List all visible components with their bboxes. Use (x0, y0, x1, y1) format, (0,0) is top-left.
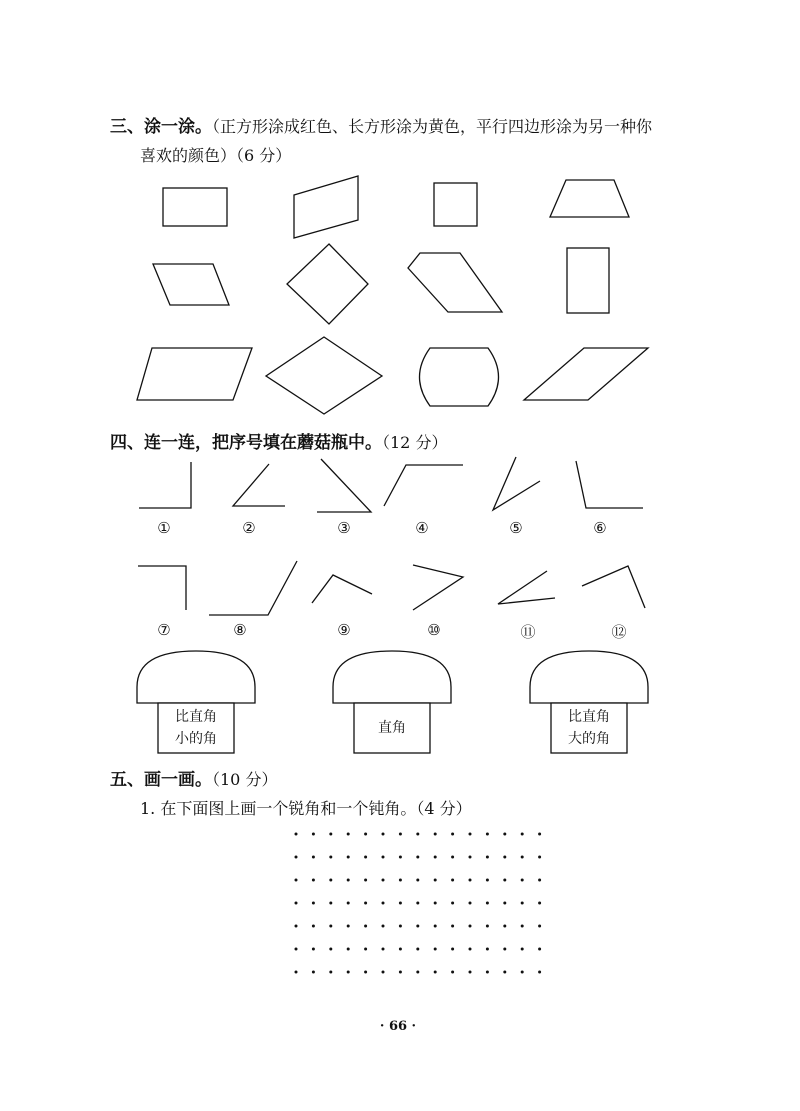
grid-dot (399, 948, 402, 951)
grid-dot (521, 856, 524, 859)
grid-dot (503, 856, 506, 859)
grid-dot (295, 902, 298, 905)
grid-dot (538, 971, 541, 974)
grid-dot (503, 925, 506, 928)
angle-6 (576, 461, 643, 508)
grid-dot (434, 833, 437, 836)
shape-8-rectangle (567, 248, 609, 313)
grid-dot (538, 833, 541, 836)
grid-dot (399, 856, 402, 859)
grid-dot (521, 833, 524, 836)
grid-dot (416, 902, 419, 905)
grid-dot (295, 971, 298, 974)
grid-dot (469, 856, 472, 859)
grid-dot (399, 879, 402, 882)
grid-dot (538, 856, 541, 859)
angle-label-2: ② (242, 519, 256, 537)
angle-5 (493, 457, 540, 510)
grid-dot (503, 948, 506, 951)
grid-dot (486, 948, 489, 951)
grid-dot (469, 948, 472, 951)
angle-label-10: ⑩ (427, 621, 441, 639)
shape-11-curved-figure (420, 348, 499, 406)
shape-6-square-rotated (287, 244, 368, 324)
grid-dot (538, 925, 541, 928)
grid-dot (521, 925, 524, 928)
grid-dot (312, 971, 315, 974)
grid-dot (486, 856, 489, 859)
grid-dot (329, 879, 332, 882)
angle-label-5: ⑤ (509, 519, 523, 537)
grid-dot (312, 948, 315, 951)
grid-dot (364, 902, 367, 905)
grid-dot (329, 948, 332, 951)
grid-dot (434, 879, 437, 882)
grid-dot (347, 925, 350, 928)
grid-dot (329, 833, 332, 836)
mushroom-1-label: 比直角 小的角 (175, 709, 217, 747)
grid-dot (434, 948, 437, 951)
shape-10-rhombus (266, 337, 382, 414)
grid-dot (382, 971, 385, 974)
grid-dot (451, 925, 454, 928)
shape-9-parallelogram (137, 348, 252, 400)
grid-dot (486, 879, 489, 882)
grid-dot (312, 856, 315, 859)
grid-dot (399, 833, 402, 836)
grid-dot (503, 902, 506, 905)
shape-2-parallelogram (294, 176, 358, 238)
grid-dot (382, 925, 385, 928)
grid-dot (382, 902, 385, 905)
grid-dot (347, 833, 350, 836)
angle-7 (138, 566, 186, 610)
grid-dot (312, 902, 315, 905)
grid-dot (347, 971, 350, 974)
grid-dot (364, 833, 367, 836)
grid-dot (416, 856, 419, 859)
angle-1 (139, 462, 191, 508)
grid-dot (521, 902, 524, 905)
grid-dot (364, 879, 367, 882)
grid-dot (347, 879, 350, 882)
angle-label-7: ⑦ (157, 621, 171, 639)
angle-label-6: ⑥ (593, 519, 607, 537)
shape-12-parallelogram (524, 348, 648, 400)
grid-dot (434, 902, 437, 905)
grid-dot (295, 856, 298, 859)
grid-dot (347, 902, 350, 905)
angle-3 (317, 459, 371, 512)
section3-title: 三、涂一涂。 (110, 117, 212, 137)
grid-dot (503, 971, 506, 974)
shape-7-pentagon (408, 253, 502, 312)
angle-12 (582, 566, 645, 608)
grid-dot (347, 948, 350, 951)
grid-dot (521, 971, 524, 974)
grid-dot (295, 925, 298, 928)
angle-2 (233, 464, 285, 506)
grid-dot (451, 833, 454, 836)
grid-dot (469, 971, 472, 974)
mushroom-1-cap (137, 651, 255, 703)
grid-dot (486, 833, 489, 836)
angle-10 (413, 565, 463, 610)
grid-dot (434, 925, 437, 928)
grid-dot (364, 948, 367, 951)
angle-label-12: ⑫ (611, 623, 627, 641)
mushroom-3-cap (530, 651, 648, 703)
grid-dot (382, 879, 385, 882)
grid-dot (347, 856, 350, 859)
grid-dot (329, 856, 332, 859)
grid-dot (486, 902, 489, 905)
grid-dot (295, 948, 298, 951)
grid-dot (312, 925, 315, 928)
section3-instruction: （正方形涂成红色、长方形涂为黄色，平行四边形涂为另一种你 (212, 117, 653, 136)
grid-dot (451, 879, 454, 882)
grid-dot (329, 902, 332, 905)
angle-label-1: ① (157, 519, 171, 537)
grid-dot (312, 833, 315, 836)
grid-dot (451, 856, 454, 859)
grid-dot (295, 833, 298, 836)
mushroom-3-label: 比直角 大的角 (568, 709, 610, 747)
section5-heading (110, 765, 277, 790)
grid-dot (451, 948, 454, 951)
section5-title: 五、画一画。 (110, 770, 212, 790)
shape-4-trapezoid (550, 180, 629, 217)
angle-label-8: ⑧ (233, 621, 247, 639)
page-number: · 66 · (379, 1019, 417, 1034)
grid-dot (399, 902, 402, 905)
mushroom-2-cap (333, 651, 451, 703)
grid-dot (503, 879, 506, 882)
angle-4 (384, 465, 463, 506)
grid-dot (486, 925, 489, 928)
dot-grid (295, 833, 542, 974)
section4-points: （12 分） (382, 433, 448, 452)
grid-dot (295, 879, 298, 882)
shape-3-square (434, 183, 477, 226)
grid-dot (382, 856, 385, 859)
grid-dot (312, 879, 315, 882)
grid-dot (416, 948, 419, 951)
angle-label-4: ④ (415, 519, 429, 537)
shape-1-rectangle (163, 188, 227, 226)
grid-dot (469, 879, 472, 882)
grid-dot (538, 948, 541, 951)
grid-dot (469, 925, 472, 928)
grid-dot (486, 971, 489, 974)
grid-dot (469, 833, 472, 836)
angle-8 (209, 561, 297, 615)
grid-dot (364, 925, 367, 928)
grid-dot (416, 971, 419, 974)
grid-dot (451, 902, 454, 905)
angle-label-11: ⑪ (520, 623, 536, 641)
grid-dot (538, 879, 541, 882)
grid-dot (329, 925, 332, 928)
section5-points: （10 分） (212, 770, 278, 789)
angle-9 (312, 575, 372, 603)
grid-dot (416, 879, 419, 882)
angle-label-9: ⑨ (337, 621, 351, 639)
grid-dot (416, 833, 419, 836)
grid-dot (538, 902, 541, 905)
grid-dot (521, 879, 524, 882)
mushroom-2-label: 直角 (378, 720, 406, 736)
grid-dot (434, 856, 437, 859)
grid-dot (451, 971, 454, 974)
grid-dot (469, 902, 472, 905)
grid-dot (364, 971, 367, 974)
grid-dot (434, 971, 437, 974)
section5-question-1: 1. 在下面图上画一个锐角和一个钝角。（4 分） (140, 799, 472, 818)
grid-dot (364, 856, 367, 859)
grid-dot (329, 971, 332, 974)
grid-dot (399, 971, 402, 974)
section3-instruction-cont: 喜欢的颜色）（6 分） (140, 146, 292, 165)
grid-dot (521, 948, 524, 951)
shape-5-parallelogram (153, 264, 229, 305)
angle-label-3: ③ (337, 519, 351, 537)
section4-title: 四、连一连，把序号填在蘑菇瓶中。 (110, 433, 382, 453)
grid-dot (382, 833, 385, 836)
grid-dot (382, 948, 385, 951)
grid-dot (416, 925, 419, 928)
angle-11 (498, 571, 555, 604)
section4-heading (110, 428, 447, 453)
grid-dot (503, 833, 506, 836)
grid-dot (399, 925, 402, 928)
